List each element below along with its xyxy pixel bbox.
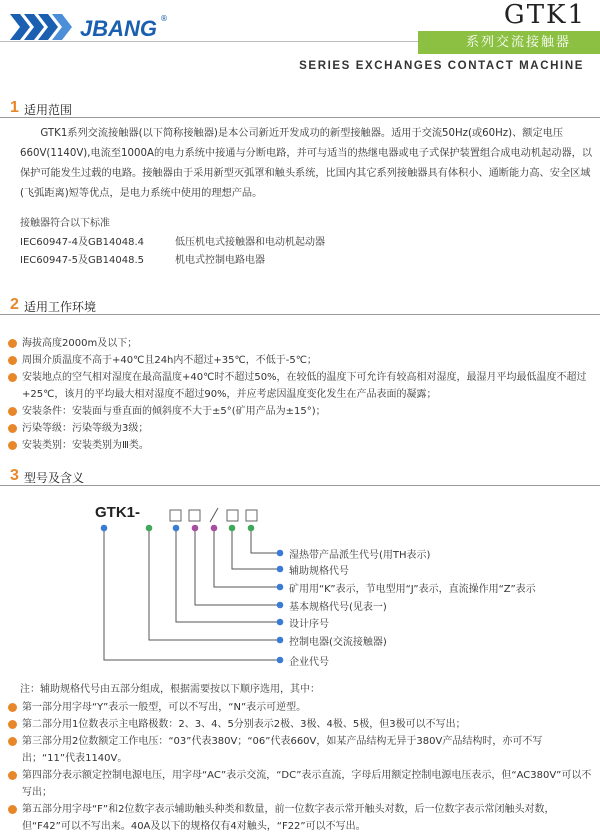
section-2-heading <box>0 296 600 316</box>
section-1-heading <box>0 99 600 119</box>
standard-row <box>20 234 325 251</box>
section-title: 适用范围 <box>24 103 73 117</box>
list-item: 污染等级：污染等级为3级； <box>8 420 592 437</box>
brand-name: JBANG <box>80 16 158 41</box>
list-item: 第一部分用字母“Y”表示一般型，可以不写出，“N”表示可逆型。 <box>8 699 592 716</box>
section-number: 1 <box>10 99 19 116</box>
section-divider <box>0 485 600 486</box>
bullet-icon <box>8 356 17 365</box>
list-item: 第二部分用1位数表示主电路极数：2、3、4、5分别表示2极、3极、4极、5极，但3极可以不写出； <box>8 716 592 733</box>
standard-desc: 机电式控制电路电器 <box>175 255 265 266</box>
registered-mark: ® <box>160 14 168 23</box>
section-divider <box>0 314 600 315</box>
english-subtitle: SERIES EXCHANGES CONTACT MACHINE <box>299 60 584 72</box>
list-item: 安装地点的空气相对湿度在最高温度+40℃时不超过50%，在较低的温度下可允许有较高相对湿度，最湿月平均最低温度不超过+25℃，该月的平均最大相对湿度不超过90%，并应考虑因温度变化发生在产品表面的凝露； <box>8 369 592 403</box>
bullet-icon <box>8 407 17 416</box>
section-3-heading <box>0 467 600 487</box>
notes-list <box>8 699 592 835</box>
code-label: 设计序号 <box>289 619 329 630</box>
code-label: 湿热带产品派生代号(用TH表示) <box>289 550 431 561</box>
bullet-icon <box>8 424 17 433</box>
list-item: 第四部分表示额定控制电源电压，用字母“AC”表示交流，“DC”表示直流，字母后用额定控制电源电压表示，但“AC380V”可以不写出； <box>8 767 592 801</box>
bullet-icon <box>8 373 17 382</box>
section-number: 3 <box>10 467 19 484</box>
section-number: 2 <box>10 296 19 313</box>
bullet-icon <box>8 805 17 814</box>
code-label: 基本规格代号(见表一) <box>289 602 387 613</box>
section-divider <box>0 117 600 118</box>
section-title: 型号及含义 <box>24 471 85 485</box>
header-divider <box>0 41 418 42</box>
environment-list <box>8 335 592 454</box>
bullet-icon <box>8 737 17 746</box>
list-item: 第五部分用字母“F”和2位数字表示辅助触头种类和数量，前一位数字表示常开触头对数，后一位数字表示常闭触头对数，但“F42”可以不写出来。40A及以下的规格仅有4对触头，“F22”可以不写出。 <box>8 801 592 835</box>
bullet-icon <box>8 339 17 348</box>
product-banner: 系列交流接触器 <box>418 31 600 54</box>
list-item: 周围介质温度不高于+40℃且24h内不超过+35℃，不低于-5℃； <box>8 352 592 369</box>
bullet-icon <box>8 720 17 729</box>
bullet-icon <box>8 441 17 450</box>
section-title: 适用工作环境 <box>24 300 97 314</box>
list-item: 海拔高度2000m及以下； <box>8 335 592 352</box>
bullet-icon <box>8 771 17 780</box>
standard-desc: 低压机电式接触器和电动机起动器 <box>175 237 325 248</box>
model-title: GTK1 <box>503 0 586 30</box>
standard-code: IEC60947-4及GB14048.4 <box>20 237 144 248</box>
standards-title: 接触器符合以下标准 <box>20 218 110 229</box>
note-title: 注：辅助规格代号由五部分组成，根据需要按以下顺序选用，其中： <box>20 684 320 695</box>
list-item: 安装条件：安装面与垂直面的倾斜度不大于±5°(矿用产品为±15°)； <box>8 403 592 420</box>
model-code-text: GTK1- <box>95 504 140 521</box>
logo-mark-icon <box>10 12 74 42</box>
code-label: 辅助规格代号 <box>289 566 349 577</box>
list-item: 安装类别：安装类别为Ⅲ类。 <box>8 437 592 454</box>
standard-code: IEC60947-5及GB14048.5 <box>20 255 144 266</box>
standard-row <box>20 252 265 269</box>
code-label: 控制电器(交流接触器) <box>289 637 387 648</box>
code-label: 矿用用“K”表示，节电型用“J”表示，直流操作用“Z”表示 <box>289 584 536 595</box>
bullet-icon <box>8 703 17 712</box>
model-code-diagram <box>0 498 600 678</box>
list-item: 第三部分用2位数额定工作电压：“03”代表380V；“06”代表660V，如某产品结构无异于380V产品结构时，亦可不写出；“11”代表1140V。 <box>8 733 592 767</box>
scope-paragraph: GTK1系列交流接触器(以下简称接触器)是本公司新近开发成功的新型接触器。适用于交流50Hz(或60Hz)、额定电压660V(1140V),电流至1000A的电力系统中接通与分断电路，并可与适当的热继电器或电子式保护装置组合成电动机起动器，以保护可能发生过载的电路。接触器由于采用新型灭弧罩和触头系统，比国内其它系列接触器具有体积小、通断能力高、安全区域(飞弧距离)短等优点，是电力系统中使用的理想产品。 <box>20 128 593 199</box>
code-label: 企业代号 <box>289 657 329 668</box>
